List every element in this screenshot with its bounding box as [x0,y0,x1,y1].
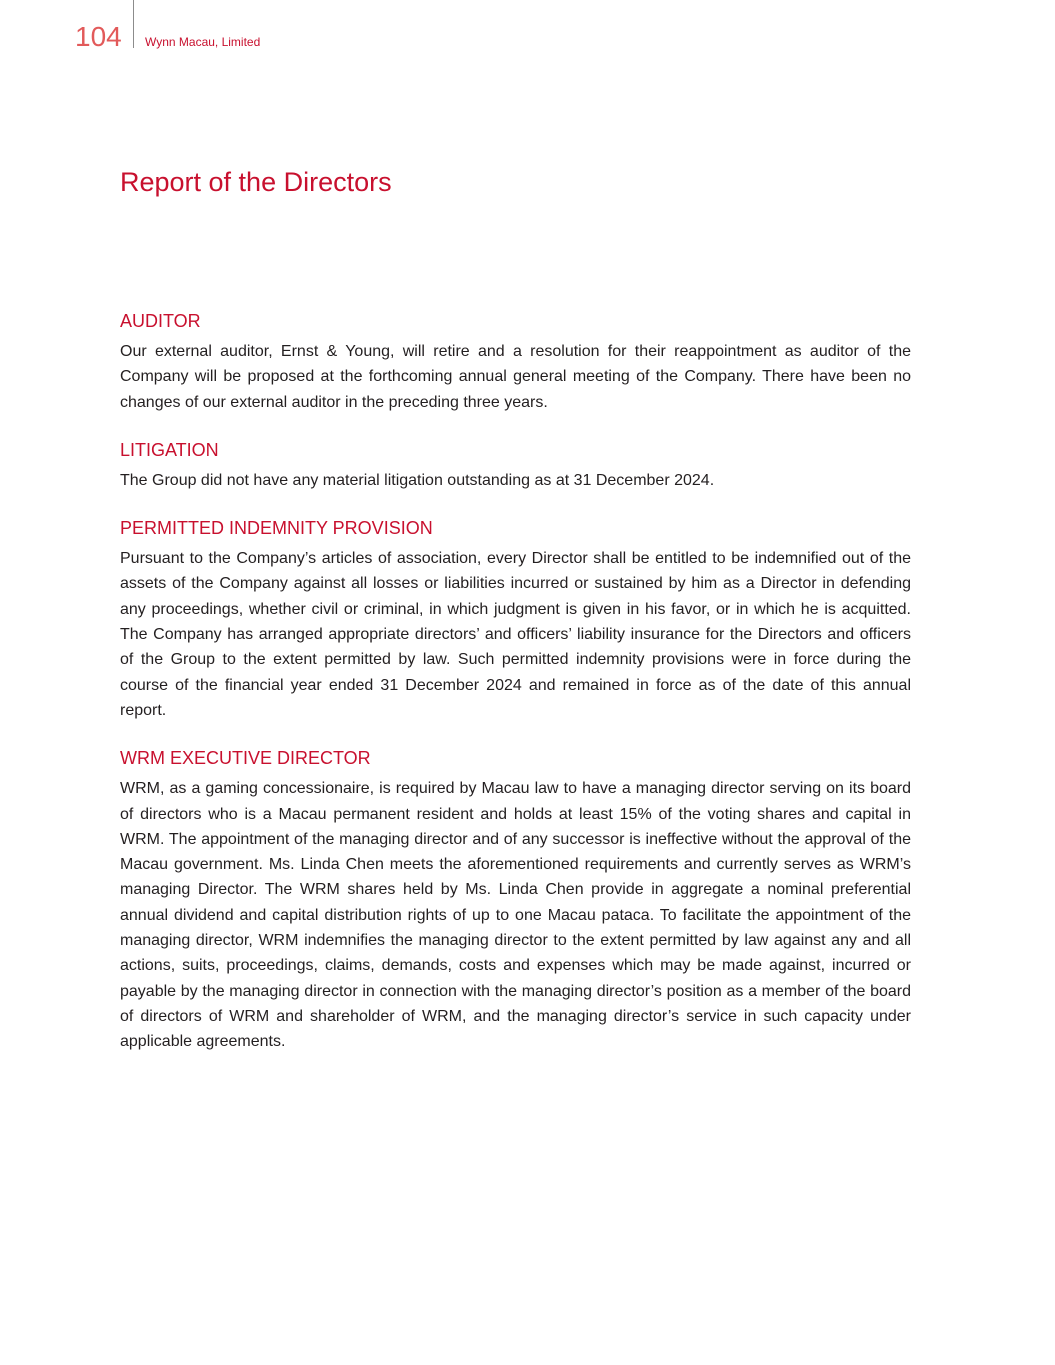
section-heading: WRM EXECUTIVE DIRECTOR [120,748,371,769]
page-title: Report of the Directors [120,167,392,197]
section-body: Pursuant to the Company’s articles of association, every Director shall be entitled to be indemnified out of the assets of the Company against all losses or liabilities incurred or sustained by him as a Director in defending any proceedings, whether civil or criminal, in which judgment is given in his favor, or in which he is acquitted. The Company has arranged appropriate directors’ and officers’ liability insurance for the Directors and officers of the Group to the extent permitted by law. Such permitted indemnity provisions were in force during the course of the financial year ended 31 December 2024 and remained in force as of the date of this annual report. [120,550,911,719]
report-content [120,309,911,1078]
page-header [0,0,1055,60]
section-body: WRM, as a gaming concessionaire, is required by Macau law to have a managing director serving on its board of directors who is a Macau permanent resident and holds at least 15% of the voting shares and capital in WRM. The appointment of the managing director and of any successor is ineffective without the approval of the Macau government. Ms. Linda Chen meets the aforementioned requirements and currently serves as WRM’s managing Director. The WRM shares held by Ms. Linda Chen provide in aggregate a nominal preferential annual dividend and capital distribution rights of up to one Macau pataca. To facilitate the appointment of the managing director, WRM indemnifies the managing director to the extent permitted by law against any and all actions, suits, proceedings, claims, demands, costs and expenses which may be made against, incurred or payable by the managing director in connection with the managing director’s position as a member of the board of directors of WRM and shareholder of WRM, and the managing director’s service in such capacity under applicable agreements. [120,780,911,1051]
header-divider [133,0,134,48]
section-body: Our external auditor, Ernst & Young, will retire and a resolution for their reappointment as auditor of the Company will be proposed at the forthcoming annual general meeting of the Company. There have been no changes of our external auditor in the preceding three years. [120,343,911,411]
section-auditor [120,309,911,415]
page-number: 104 [75,21,122,52]
section-heading: PERMITTED INDEMNITY PROVISION [120,518,433,539]
section-heading: AUDITOR [120,311,201,331]
section-litigation [120,438,911,493]
section-body: The Group did not have any material litigation outstanding as at 31 December 2024. [120,471,715,489]
company-name: Wynn Macau, Limited [145,35,261,49]
section-permitted-indemnity-provision [120,516,911,723]
section-heading: LITIGATION [120,439,219,460]
section-wrm-executive-director [120,746,911,1054]
